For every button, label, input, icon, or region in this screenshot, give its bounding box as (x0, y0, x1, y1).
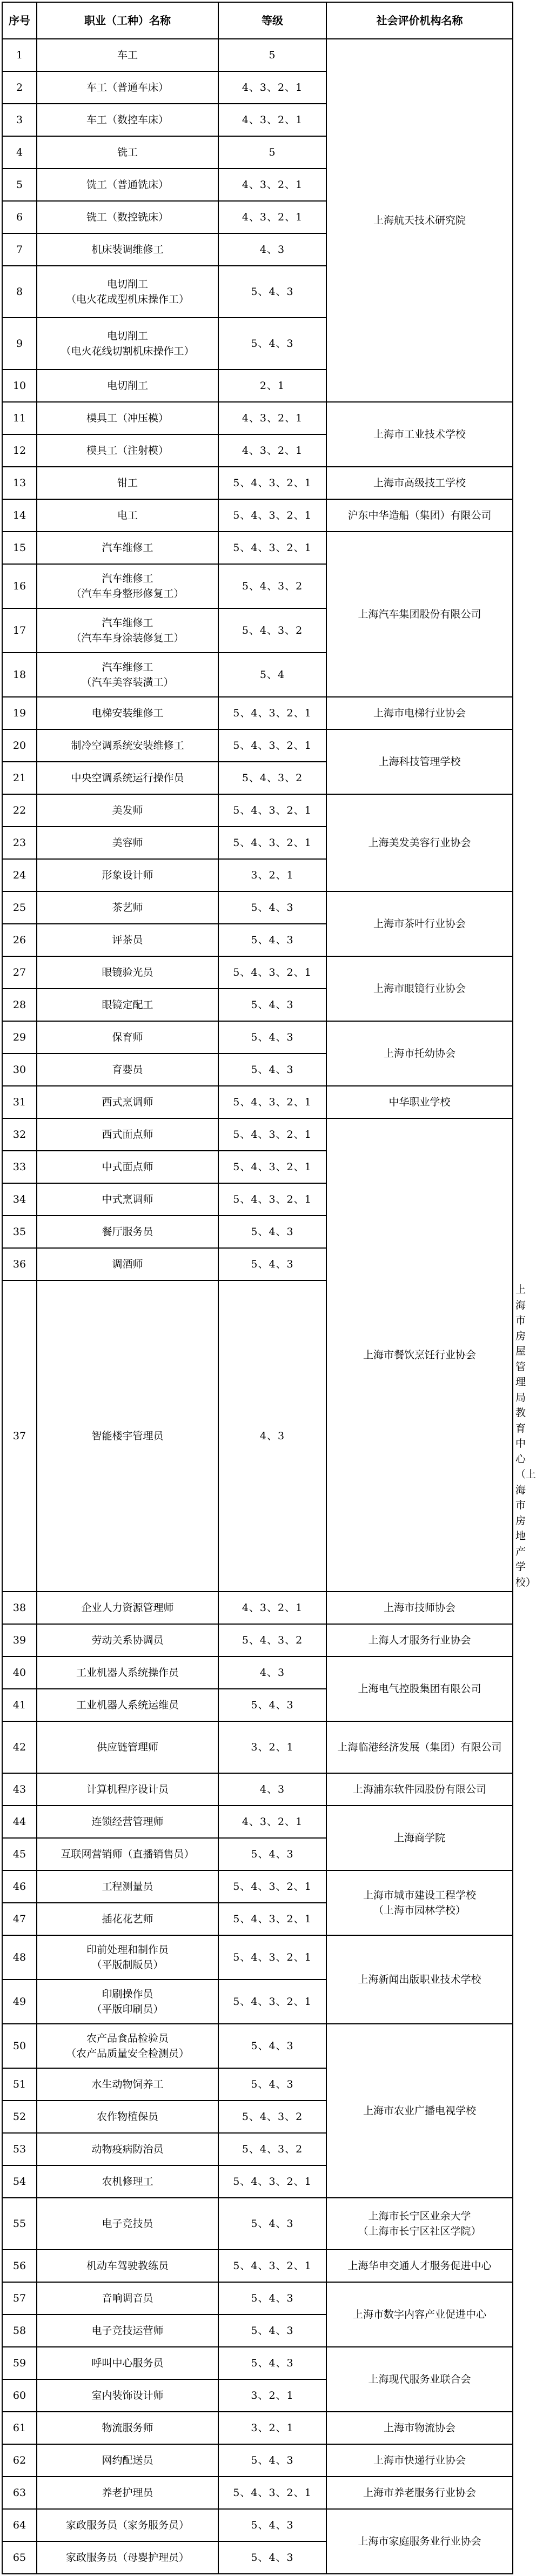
row-number: 63 (2, 2477, 37, 2509)
row-number: 52 (2, 2101, 37, 2133)
occupation-name: 企业人力资源管理师 (37, 1592, 218, 1624)
level-value: 5、4、3、2 (218, 608, 326, 653)
level-value: 5、4、3、2、1 (218, 956, 326, 989)
row-number: 35 (2, 1216, 37, 1248)
row-number: 7 (2, 233, 37, 266)
occupation-name: 连锁经营管理师 (37, 1806, 218, 1838)
organization-name: 上海市家庭服务业行业协会 (326, 2509, 513, 2574)
table-row (2, 1624, 513, 1656)
organization-name: 上海市高级技工学校 (326, 467, 513, 499)
row-number: 51 (2, 2068, 37, 2101)
occupation-name: 形象设计师 (37, 859, 218, 891)
table-row (2, 729, 513, 762)
level-value: 4、3、2、1 (218, 104, 326, 136)
level-value: 5、4、3、2、1 (218, 1980, 326, 2024)
level-value: 5、4、3、2 (218, 564, 326, 608)
header-occupation: 职业（工种）名称 (37, 2, 218, 39)
level-value: 5、4、3、2、1 (218, 1151, 326, 1183)
level-value: 4、3 (218, 1280, 326, 1592)
row-number: 1 (2, 39, 37, 71)
level-value: 5、4、3 (218, 1216, 326, 1248)
row-number: 55 (2, 2198, 37, 2250)
level-value: 4、3 (218, 1656, 326, 1689)
organization-name: 上海市工业技术学校 (326, 402, 513, 467)
occupation-name: 网约配送员 (37, 2444, 218, 2477)
occupation-name: 电工 (37, 499, 218, 532)
organization-name: 上海市托幼协会 (326, 1021, 513, 1086)
row-number: 43 (2, 1773, 37, 1806)
organization-name: 上海市数字内容产业促进中心 (326, 2282, 513, 2347)
row-number: 61 (2, 2412, 37, 2444)
row-number: 19 (2, 697, 37, 729)
row-number: 64 (2, 2509, 37, 2541)
organization-name: 上海人才服务行业协会 (326, 1624, 513, 1656)
occupation-name: 车工 (37, 39, 218, 71)
occupation-name: 汽车维修工 （汽车车身涂装修复工） (37, 608, 218, 653)
level-value: 5、4、3、2、1 (218, 1183, 326, 1216)
organization-name: 上海市农业广播电视学校 (326, 2024, 513, 2198)
level-value: 5、4、3、2、1 (218, 532, 326, 564)
occupation-name: 汽车维修工 （汽车美容装潢工） (37, 653, 218, 697)
row-number: 8 (2, 266, 37, 318)
level-value: 4、3 (218, 1773, 326, 1806)
occupation-name: 电子竞技员 (37, 2198, 218, 2250)
occupation-name: 智能楼宇管理员 (37, 1280, 218, 1592)
level-value: 5、4、3、2、1 (218, 2477, 326, 2509)
occupation-name: 工业机器人系统操作员 (37, 1656, 218, 1689)
level-value: 4、3、2、1 (218, 169, 326, 201)
level-value: 4、3、2、1 (218, 71, 326, 104)
table-row (2, 1656, 513, 1689)
organization-name: 上海市电梯行业协会 (326, 697, 513, 729)
row-number: 4 (2, 136, 37, 169)
occupation-name: 计算机程序设计员 (37, 1773, 218, 1806)
level-value: 5、4、3 (218, 2347, 326, 2379)
occupation-name: 车工（数控车床） (37, 104, 218, 136)
header-organization: 社会评价机构名称 (326, 2, 513, 39)
level-value: 5 (218, 136, 326, 169)
header-row (2, 2, 513, 39)
row-number: 15 (2, 532, 37, 564)
level-value: 5、4、3 (218, 1054, 326, 1086)
occupation-name: 西式烹调师 (37, 1086, 218, 1118)
row-number: 41 (2, 1689, 37, 1721)
level-value: 5、4、3 (218, 1838, 326, 1870)
occupation-name: 印刷操作员 （平版印刷员） (37, 1980, 218, 2024)
occupation-name: 电子竞技运营师 (37, 2315, 218, 2347)
level-value: 5、4、3、2、1 (218, 2250, 326, 2282)
occupation-name: 工程测量员 (37, 1870, 218, 1903)
level-value: 5、4、3、2、1 (218, 1903, 326, 1935)
level-value: 5、4、3 (218, 2541, 326, 2574)
level-value: 5、4、3、2、1 (218, 1118, 326, 1151)
occupation-name: 农产品食品检验员 （农产品质量安全检测员） (37, 2024, 218, 2068)
occupation-name: 西式面点师 (37, 1118, 218, 1151)
organization-name: 上海商学院 (326, 1806, 513, 1870)
row-number: 37 (2, 1280, 37, 1592)
row-number: 13 (2, 467, 37, 499)
level-value: 5、4、3 (218, 318, 326, 370)
organization-name: 上海市技师协会 (326, 1592, 513, 1624)
level-value: 5、4、3、2、1 (218, 697, 326, 729)
header-seq: 序号 (2, 2, 37, 39)
table-row (2, 1806, 513, 1838)
occupation-name: 家政服务员（家务服务员） (37, 2509, 218, 2541)
level-value: 5、4、3 (218, 891, 326, 924)
row-number: 40 (2, 1656, 37, 1689)
occupation-name: 中央空调系统运行操作员 (37, 762, 218, 794)
table-row: 37 智能楼宇管理员 4、3 上海市房屋管理局教育中心 （上海市房地产学校） (2, 1280, 513, 1592)
occupation-name: 评茶员 (37, 924, 218, 956)
row-number: 62 (2, 2444, 37, 2477)
row-number: 12 (2, 434, 37, 467)
organization-name: 上海电气控股集团有限公司 (326, 1656, 513, 1721)
table-row (2, 2198, 513, 2250)
occupation-name: 铣工（普通铣床） (37, 169, 218, 201)
level-value: 5、4、3 (218, 2444, 326, 2477)
occupation-name: 美发师 (37, 794, 218, 827)
row-number: 3 (2, 104, 37, 136)
occupation-name: 美容师 (37, 827, 218, 859)
occupation-name: 互联网营销师（直播销售员） (37, 1838, 218, 1870)
organization-name: 上海华申交通人才服务促进中心 (326, 2250, 513, 2282)
row-number: 34 (2, 1183, 37, 1216)
table-row (2, 891, 513, 924)
table-row (2, 2412, 513, 2444)
table-body (2, 39, 536, 2574)
level-value: 5、4、3、2 (218, 762, 326, 794)
organization-name: 上海美发美容行业协会 (326, 794, 513, 891)
row-number: 42 (2, 1721, 37, 1773)
occupation-name: 机动车驾驶教练员 (37, 2250, 218, 2282)
level-value: 5、4、3 (218, 2198, 326, 2250)
row-number: 53 (2, 2133, 37, 2165)
organization-name: 上海市餐饮烹饪行业协会 (326, 1118, 513, 1592)
level-value: 5、4、3 (218, 2282, 326, 2315)
organization-name: 上海市快递行业协会 (326, 2444, 513, 2477)
row-number: 47 (2, 1903, 37, 1935)
row-number: 24 (2, 859, 37, 891)
row-number: 31 (2, 1086, 37, 1118)
occupation-name: 模具工（注射模） (37, 434, 218, 467)
occupation-name: 电切削工 （电火花线切割机床操作工） (37, 318, 218, 370)
row-number: 33 (2, 1151, 37, 1183)
occupation-name: 农作物植保员 (37, 2101, 218, 2133)
level-value: 5、4、3、2、1 (218, 1870, 326, 1903)
level-value: 5、4、3、2、1 (218, 499, 326, 532)
organization-name: 上海新闻出版职业技术学校 (326, 1935, 513, 2024)
row-number: 6 (2, 201, 37, 233)
row-number: 29 (2, 1021, 37, 1054)
level-value: 5、4、3、2 (218, 2101, 326, 2133)
row-number: 23 (2, 827, 37, 859)
occupation-name: 印前处理和制作员 （平版制版员） (37, 1935, 218, 1980)
occupation-name: 劳动关系协调员 (37, 1624, 218, 1656)
row-number: 10 (2, 370, 37, 402)
organization-name: 上海市茶叶行业协会 (326, 891, 513, 956)
level-value: 3、2、1 (218, 1721, 326, 1773)
level-value: 5、4、3 (218, 2315, 326, 2347)
organization-name: 沪东中华造船（集团）有限公司 (326, 499, 513, 532)
occupation-name: 电梯安装维修工 (37, 697, 218, 729)
organization-name: 上海市长宁区业余大学 （上海市长宁区社区学院） (326, 2198, 513, 2250)
table-row (2, 2509, 513, 2541)
level-value: 5、4、3 (218, 989, 326, 1021)
table-row (2, 1118, 513, 1151)
row-number: 9 (2, 318, 37, 370)
level-value: 2、1 (218, 370, 326, 402)
level-value: 5、4、3 (218, 1248, 326, 1280)
level-value: 5、4、3 (218, 1689, 326, 1721)
occupation-name: 供应链管理师 (37, 1721, 218, 1773)
table-row (2, 2477, 513, 2509)
level-value: 5、4、3、2、1 (218, 827, 326, 859)
occupation-name: 电切削工 (37, 370, 218, 402)
organization-name: 上海科技管理学校 (326, 729, 513, 794)
row-number: 38 (2, 1592, 37, 1624)
table-row (2, 697, 513, 729)
level-value: 4、3、2、1 (218, 434, 326, 467)
table-row (2, 1773, 513, 1806)
occupation-name: 车工（普通车床） (37, 71, 218, 104)
level-value: 5、4、3、2、1 (218, 794, 326, 827)
row-number: 60 (2, 2379, 37, 2412)
table-row (2, 956, 513, 989)
occupation-name: 电切削工 （电火花成型机床操作工） (37, 266, 218, 318)
occupation-name: 养老护理员 (37, 2477, 218, 2509)
row-number: 5 (2, 169, 37, 201)
occupation-name: 室内装饰设计师 (37, 2379, 218, 2412)
row-number: 48 (2, 1935, 37, 1980)
level-value: 4、3、2、1 (218, 402, 326, 434)
row-number: 18 (2, 653, 37, 697)
occupation-name: 水生动物饲养工 (37, 2068, 218, 2101)
organization-name: 上海浦东软件园股份有限公司 (326, 1773, 513, 1806)
table-row (2, 794, 513, 827)
organization-name: 上海汽车集团股份有限公司 (326, 532, 513, 697)
level-value: 5、4 (218, 653, 326, 697)
level-value: 4、3 (218, 233, 326, 266)
occupation-name: 茶艺师 (37, 891, 218, 924)
row-number: 54 (2, 2165, 37, 2198)
level-value: 4、3、2、1 (218, 1592, 326, 1624)
occupation-name: 铣工（数控铣床） (37, 201, 218, 233)
row-number: 57 (2, 2282, 37, 2315)
level-value: 4、3、2、1 (218, 1806, 326, 1838)
row-number: 32 (2, 1118, 37, 1151)
occupation-name: 调酒师 (37, 1248, 218, 1280)
organization-name: 上海市眼镜行业协会 (326, 956, 513, 1021)
occupation-table (2, 2, 536, 2574)
level-value: 5、4、3 (218, 2068, 326, 2101)
occupation-name: 钳工 (37, 467, 218, 499)
table-row (2, 1592, 513, 1624)
row-number: 27 (2, 956, 37, 989)
table-row (2, 1935, 513, 1980)
row-number: 46 (2, 1870, 37, 1903)
occupation-name: 物流服务师 (37, 2412, 218, 2444)
row-number: 50 (2, 2024, 37, 2068)
occupation-name: 中式面点师 (37, 1151, 218, 1183)
row-number: 11 (2, 402, 37, 434)
row-number: 14 (2, 499, 37, 532)
level-value: 5、4、3、2、1 (218, 1935, 326, 1980)
occupation-name: 汽车维修工 (37, 532, 218, 564)
table-row (2, 467, 513, 499)
level-value: 5、4、3、2 (218, 1624, 326, 1656)
organization-name: 上海市养老服务行业协会 (326, 2477, 513, 2509)
table-row (2, 2444, 513, 2477)
row-number: 58 (2, 2315, 37, 2347)
level-value: 3、2、1 (218, 859, 326, 891)
table-row (2, 2282, 513, 2315)
occupation-name: 家政服务员（母婴护理员） (37, 2541, 218, 2574)
organization-name: 上海现代服务业联合会 (326, 2347, 513, 2412)
row-number: 44 (2, 1806, 37, 1838)
row-number: 21 (2, 762, 37, 794)
row-number: 26 (2, 924, 37, 956)
table-row (2, 1721, 513, 1773)
occupation-name: 眼镜定配工 (37, 989, 218, 1021)
occupation-name: 农机修理工 (37, 2165, 218, 2198)
level-value: 5、4、3、2 (218, 2133, 326, 2165)
level-value: 5、4、3、2、1 (218, 2165, 326, 2198)
level-value: 3、2、1 (218, 2379, 326, 2412)
row-number: 16 (2, 564, 37, 608)
occupation-name: 保育师 (37, 1021, 218, 1054)
level-value: 5、4、3、2、1 (218, 729, 326, 762)
level-value: 3、2、1 (218, 2412, 326, 2444)
row-number: 45 (2, 1838, 37, 1870)
occupation-name: 铣工 (37, 136, 218, 169)
level-value: 5、4、3 (218, 2509, 326, 2541)
occupation-name: 工业机器人系统运维员 (37, 1689, 218, 1721)
level-value: 5、4、3 (218, 266, 326, 318)
occupation-name: 音响调音员 (37, 2282, 218, 2315)
row-number: 20 (2, 729, 37, 762)
row-number: 30 (2, 1054, 37, 1086)
table-row (2, 2347, 513, 2379)
header-level: 等级 (218, 2, 326, 39)
occupation-name: 制冷空调系统安装维修工 (37, 729, 218, 762)
row-number: 39 (2, 1624, 37, 1656)
table-row (2, 2250, 513, 2282)
organization-name: 上海临港经济发展（集团）有限公司 (326, 1721, 513, 1773)
row-number: 59 (2, 2347, 37, 2379)
organization-name: 中华职业学校 (326, 1086, 513, 1118)
occupation-name: 眼镜验光员 (37, 956, 218, 989)
row-number: 2 (2, 71, 37, 104)
occupation-name: 机床装调维修工 (37, 233, 218, 266)
organization-name: 上海市物流协会 (326, 2412, 513, 2444)
level-value: 4、3、2、1 (218, 201, 326, 233)
occupation-name: 动物疫病防治员 (37, 2133, 218, 2165)
occupation-name: 插花花艺师 (37, 1903, 218, 1935)
level-value: 5、4、3 (218, 2024, 326, 2068)
row-number: 25 (2, 891, 37, 924)
row-number: 49 (2, 1980, 37, 2024)
row-number: 17 (2, 608, 37, 653)
table-row (2, 39, 513, 71)
organization-name: 上海市城市建设工程学校 （上海市园林学校） (326, 1870, 513, 1935)
level-value: 5、4、3、2、1 (218, 467, 326, 499)
occupation-name: 餐厅服务员 (37, 1216, 218, 1248)
table-row (2, 532, 513, 564)
row-number: 36 (2, 1248, 37, 1280)
occupation-name: 模具工（冲压模） (37, 402, 218, 434)
level-value: 5、4、3、2、1 (218, 1086, 326, 1118)
table-row (2, 1021, 513, 1054)
row-number: 56 (2, 2250, 37, 2282)
table-row (2, 402, 513, 434)
occupation-name: 汽车维修工 （汽车车身整形修复工） (37, 564, 218, 608)
occupation-name: 呼叫中心服务员 (37, 2347, 218, 2379)
level-value: 5、4、3 (218, 1021, 326, 1054)
occupation-name: 育婴员 (37, 1054, 218, 1086)
row-number: 28 (2, 989, 37, 1021)
table-row (2, 1870, 513, 1903)
organization-name: 上海航天技术研究院 (326, 39, 513, 402)
occupation-name: 中式烹调师 (37, 1183, 218, 1216)
table-row (2, 2024, 513, 2068)
level-value: 5 (218, 39, 326, 71)
row-number: 65 (2, 2541, 37, 2574)
table-row (2, 1086, 513, 1118)
table-row (2, 499, 513, 532)
row-number: 22 (2, 794, 37, 827)
level-value: 5、4、3 (218, 924, 326, 956)
